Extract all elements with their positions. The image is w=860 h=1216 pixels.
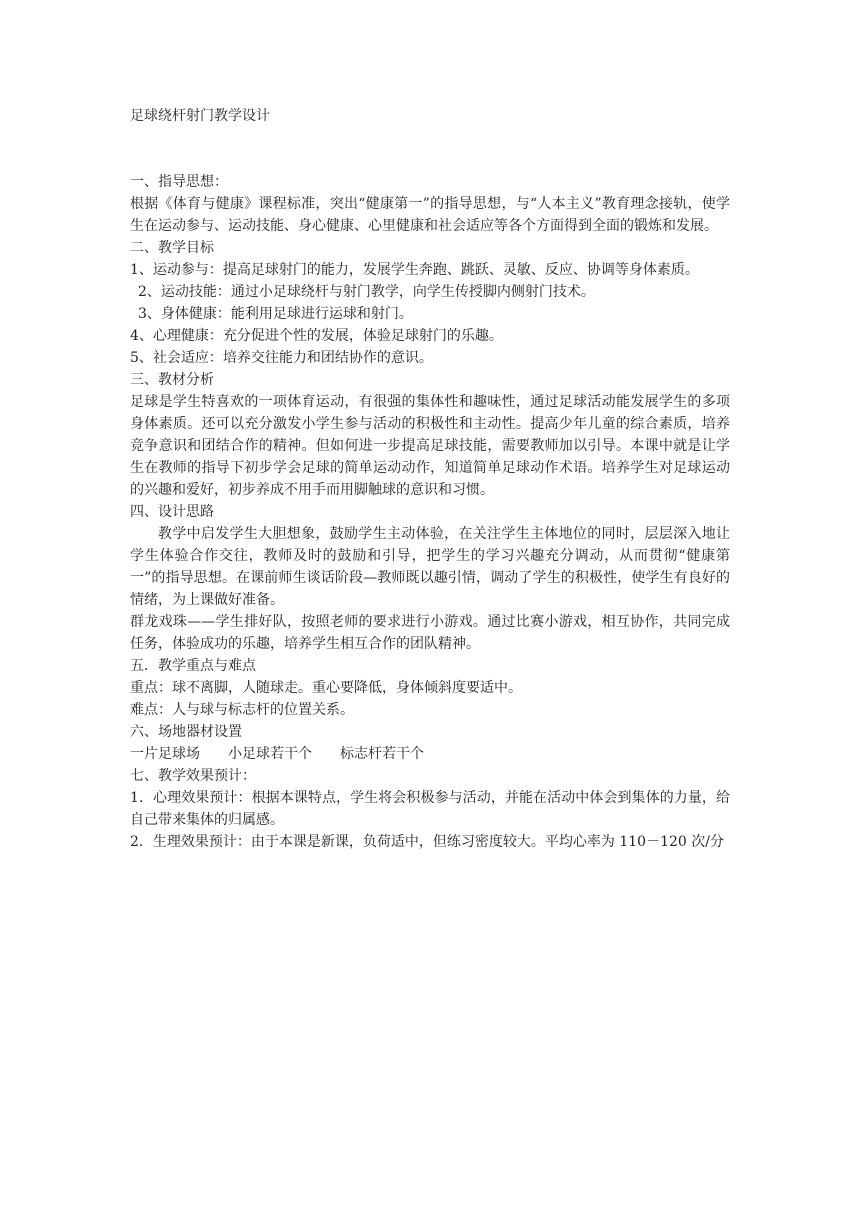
section-heading-material-analysis: 三、教材分析 [130,372,214,388]
effect-item-2: 2．生理效果预计：由于本课是新课，负荷适中，但练习密度较大。平均心率为 110－120 次/分 [130,834,724,850]
difficulty-item: 难点：人与球与标志杆的位置关系。 [130,702,354,718]
goal-item-2: 2、运动技能：通过小足球绕杆与射门教学，向学生传授脚内侧射门技术。 [138,284,595,300]
section-heading-equipment: 六、场地器材设置 [130,724,242,740]
goal-item-3: 3、身体健康：能利用足球进行运球和射门。 [138,306,413,322]
section-heading-guiding-ideology: 一、指导思想： [130,174,228,190]
section-heading-key-points: 五．教学重点与难点 [130,658,256,674]
paragraph-design-ideas: 教学中启发学生大胆想象，鼓励学生主动体验，在关注学生主体地位的同时，层层深入地让学生体验合作交往，教师及时的鼓励和引导，把学生的学习兴趣充分调动，从而贯彻“健康第一”的指导思想。在课前师生谈话阶段—教师既以趣引情，调动了学生的积极性，使学生有良好的情绪，为上课做好准备。 [130,526,730,608]
equipment-list: 一片足球场 小足球若干个 标志杆若干个 [130,746,424,762]
paragraph-game-description: 群龙戏珠——学生排好队，按照老师的要求进行小游戏。通过比赛小游戏，相互协作，共同完成任务，体验成功的乐趣，培养学生相互合作的团队精神。 [130,614,730,652]
section-heading-design-ideas: 四、设计思路 [130,504,214,520]
paragraph-guiding-ideology: 根据《体育与健康》课程标准，突出“健康第一”的指导思想，与“人本主义”教育理念接轨，使学生在运动参与、运动技能、身心健康、心里健康和社会适应等各个方面得到全面的锻炼和发展。 [130,196,730,234]
goal-item-5: 5、社会适应：培养交往能力和团结协作的意识。 [130,350,433,366]
document-body [130,171,730,853]
paragraph-material-analysis: 足球是学生特喜欢的一项体育运动，有很强的集体性和趣味性，通过足球活动能发展学生的多项身体素质。还可以充分激发小学生参与活动的积极性和主动性。提高少年儿童的综合素质，培养竞争意识和团结合作的精神。但如何进一步提高足球技能，需要教师加以引导。本课中就是让学生在教师的指导下初步学会足球的简单运动动作，知道简单足球动作术语。培养学生对足球运动的兴趣和爱好，初步养成不用手而用脚触球的意识和习惯。 [130,394,730,498]
effect-item-1: 1．心理效果预计：根据本课特点，学生将会积极参与活动，并能在活动中体会到集体的力量，给自己带来集体的归属感。 [130,790,730,828]
section-heading-teaching-goals: 二、教学目标 [130,240,214,256]
goal-item-4: 4、心理健康：充分促进个性的发展，体验足球射门的乐趣。 [130,328,503,344]
document-title: 足球绕杆射门教学设计 [130,108,270,124]
section-heading-expected-effects: 七、教学效果预计： [130,768,256,784]
goal-item-1: 1、运动参与：提高足球射门的能力，发展学生奔跑、跳跃、灵敏、反应、协调等身体素质。 [130,262,699,278]
key-point-item: 重点：球不离脚，人随球走。重心要降低，身体倾斜度要适中。 [130,680,522,696]
